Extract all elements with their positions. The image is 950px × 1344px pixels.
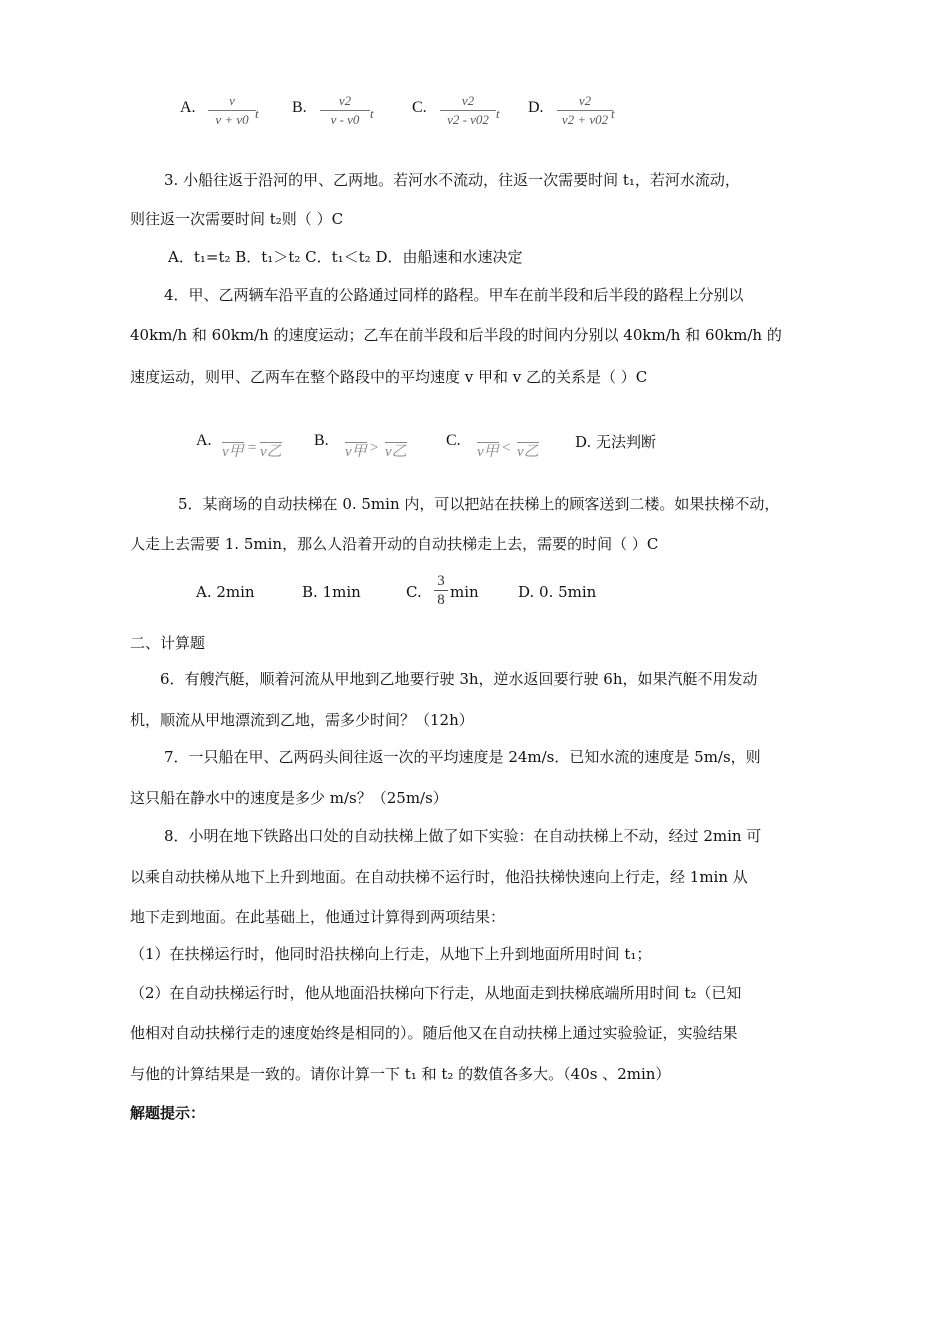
q8-line-4: （1）在扶梯运行时，他同时沿扶梯向上行走，从地下上升到地面所用时间 t₁； (130, 945, 652, 963)
q4-option-c-v-jia: v甲 (477, 444, 499, 460)
q2-option-c-fraction (440, 94, 496, 127)
q4-option-b-label: B. (314, 432, 329, 449)
q2-option-b-label: B. (292, 99, 307, 116)
q8-line-1: 8．小明在地下铁路出口处的自动扶梯上做了如下实验：在自动扶梯上不动，经过 2min 可 (164, 827, 762, 845)
q2-option-d-numerator: v2 (578, 93, 592, 108)
q2-option-a-denominator: v + v0 (215, 112, 249, 127)
q6-line-1: 6．有艘汽艇，顺着河流从甲地到乙地要行驶 3h，逆水返回要行驶 6h，如果汽艇不用发动 (160, 670, 758, 688)
q4-option-b-v-jia: v甲 (345, 444, 367, 460)
section-heading: 二、计算题 (130, 634, 206, 652)
q2-option-d-label: D. (528, 99, 544, 116)
q3-line-2: 则往返一次需要时间 t₂则（ ）C (130, 210, 344, 228)
q5-option-c-numerator: 3 (437, 573, 445, 589)
q6-line-2: 机，顺流从甲地漂流到乙地，需多少时间？（12h） (130, 711, 474, 729)
q2-option-a-numerator: v (229, 93, 235, 108)
q2-option-a-fraction (208, 94, 256, 127)
q3-line-1: 3. 小船往返于沿河的甲、乙两地。若河水不流动，往返一次需要时间 t₁，若河水流动， (164, 171, 740, 189)
q2-option-c-label: C. (412, 99, 427, 116)
q8-line-6: 他相对自动扶梯行走的速度始终是相同的）。随后他又在自动扶梯上通过实验验证，实验结果 (130, 1024, 738, 1042)
q4-option-c-label: C. (446, 432, 461, 449)
q4-option-c-relation: < (501, 440, 512, 456)
q2-option-c-numerator: v2 (461, 93, 475, 108)
q5-line-1: 5．某商场的自动扶梯在 0. 5min 内，可以把站在扶梯上的顾客送到二楼。如果扶梯不动， (178, 495, 780, 513)
q2-option-b-numerator: v2 (338, 93, 352, 108)
q7-line-1: 7．一只船在甲、乙两码头间往返一次的平均速度是 24m/s．已知水流的速度是 5m/s，则 (164, 748, 761, 766)
q4-option-b-relation: > (369, 440, 380, 456)
q8-line-2: 以乘自动扶梯从地下上升到地面。在自动扶梯不运行时，他沿扶梯快速向上行走，经 1min 从 (130, 868, 748, 886)
q2-option-b-denominator: v - v0 (330, 112, 360, 127)
q5-option-b: B. 1min (302, 583, 361, 601)
q5-option-a: A. 2min (196, 583, 255, 601)
q5-option-c-label: C. (406, 583, 422, 601)
q8-line-7: 与他的计算结果是一致的。请你计算一下 t₁ 和 t₂ 的数值各多大。（40s 、2min） (130, 1065, 671, 1083)
q2-option-b-t: t (370, 106, 374, 121)
q4-option-a-label: A. (196, 432, 212, 449)
q2-option-d-denominator: v2 + v02 (561, 112, 609, 127)
q2-option-c-denominator: v2 - v02 (447, 112, 489, 127)
q4-line-1: 4．甲、乙两辆车沿平直的公路通过同样的路程。甲车在前半段和后半段的路程上分别以 (164, 286, 744, 304)
q2-option-a-t: t (255, 106, 259, 121)
q8-line-5: （2）在自动扶梯运行时，他从地面沿扶梯向下行走，从地面走到扶梯底端所用时间 t₂（已知 (130, 984, 742, 1002)
q4-line-2: 40km/h 和 60km/h 的速度运动；乙车在前半段和后半段的时间内分别以 40km/h 和 60km/h 的 (130, 326, 782, 344)
q4-option-a-v-yi: v乙 (260, 444, 282, 460)
q7-line-2: 这只船在静水中的速度是多少 m/s？（25m/s） (130, 789, 448, 807)
q2-option-b-fraction (320, 94, 370, 127)
q4-option-b-v-yi: v乙 (385, 444, 407, 460)
q2-option-c-t: t (496, 106, 500, 121)
q5-line-2: 人走上去需要 1. 5min，那么人沿着开动的自动扶梯走上去，需要的时间（ ）C (130, 535, 659, 553)
q4-option-a-relation: = (247, 440, 258, 456)
q2-option-d-fraction (557, 94, 613, 127)
q5-option-c-unit: min (450, 583, 479, 601)
q2-option-d-t: t (611, 106, 615, 121)
q2-option-a-label: A. (180, 99, 196, 116)
hint-heading: 解题提示： (130, 1104, 206, 1122)
q5-option-c-denominator: 8 (437, 592, 445, 608)
q8-line-3: 地下走到地面。在此基础上，他通过计算得到两项结果： (130, 908, 506, 926)
q4-option-d: D. 无法判断 (575, 433, 657, 451)
q5-option-d: D. 0. 5min (518, 583, 597, 601)
q5-option-c-fraction (434, 573, 448, 608)
q4-line-3: 速度运动，则甲、乙两车在整个路段中的平均速度 v 甲和 v 乙的关系是（ ）C (130, 368, 648, 386)
q4-option-c-v-yi: v乙 (517, 444, 539, 460)
q3-options: A．t₁=t₂ B．t₁＞t₂ C．t₁＜t₂ D．由船速和水速决定 (168, 248, 523, 266)
q4-option-a-v-jia: v甲 (222, 444, 244, 460)
